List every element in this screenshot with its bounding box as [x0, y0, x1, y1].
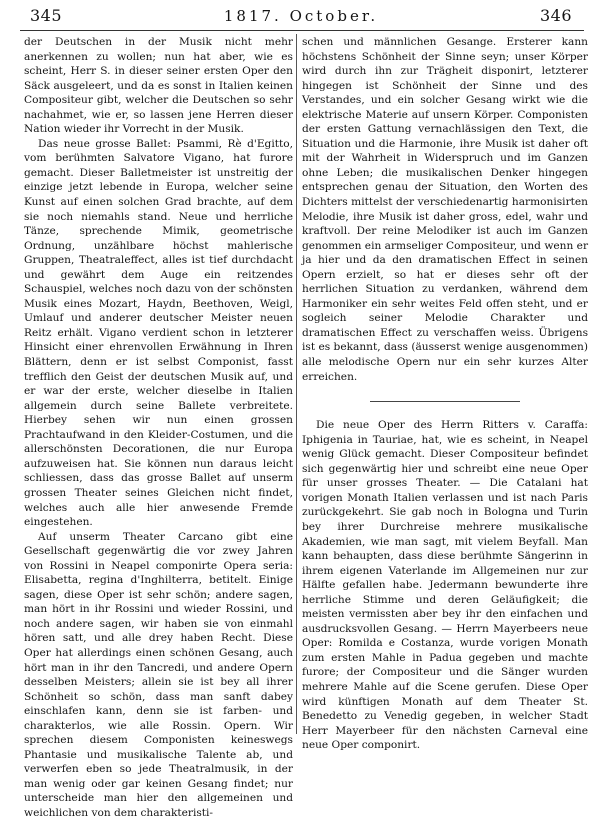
page-header	[14, 6, 588, 30]
paragraph-carcano: Auf unserm Theater Carcano gibt eine Gesellschaft gegenwärtig die vor zwey Jahren von Rossini in Neapel componirte Opera seria: Elisabetta, regina d'Inghilterra, betitelt. Einige sagen, diese Oper ist sehr schön; andere sagen, man hört in ihr Rossini und wieder Rossini, und noch andere sagen, wir haben sie von einmahl hören satt, und alle drey haben Recht. Diese Oper hat allerdings einen schönen Gesang, auch hört man in ihr den Tancredi, und andere Opern desselben Meisters; allein sie ist bey all ihrer Schönheit so schön, dass man sanft dabey einschlafen kann, denn sie ist farben- und charakterlos, wie alle Rossin. Opern. Wir sprechen diesem Componisten keineswegs Phantasie und musikalische Talente ab, und verwerfen eben so jede Theatralmusik, in der man wenig oder gar keinen Gesang findet; nur unterscheide man hier den allgemeinen und weichlichen von dem charakteristi-	[24, 530, 293, 819]
paragraph-caraffa: Die neue Oper des Herrn Ritters v. Caraffa: Iphigenia in Tauriae, hat, wie es scheint, in Neapel wenig Glück gemacht. Dieser Compositeur befindet sich gegenwärtig hier und schreibt eine neue Oper für unser grosses Theater. — Die Catalani hat vorigen Monath Italien verlassen und ist nach Paris zurückgekehrt. Sie gab noch in Bologna und Turin bey ihrer Durchreise mehrere musikalische Akademien, wie man sagt, mit vielem Beyfall. Man kann behaupten, dass diese berühmte Sängerinn in ihrem eigenen Vaterlande im Allgemeinen nur zur Hälfte gefallen habe. Jedermann bewunderte ihre herrliche Stimme und deren Geläufigkeit; die meisten vermissten aber bey ihr den einfachen und ausdrucksvollen Gesang. — Herrn Mayerbeers neue Oper: Romilda e Costanza, wurde vorigen Monath zum ersten Mahle in Padua gegeben und machte furore; der Compositeur und die Sänger wurden mehrere Mahle auf die Scene gerufen. Diese Oper wird künftigen Monath auf dem Theater St. Benedetto zu Venedig gegeben, in welcher Stadt Herr Mayerbeer für den nächsten Carneval eine neue Oper componirt.	[302, 419, 588, 752]
paragraph-ballet: Das neue grosse Ballet: Psammi, Rè d'Egitto, vom berühmten Salvatore Vigano, hat furore gemacht. Dieser Balletmeister ist unstreitig der einzige jetzt lebende in Europa, welcher seine Kunst auf einen solchen Grad brachte, auf dem sie noch niemahls stand. Neue und herrliche Tänze, sprechende Mimik, geometrische Ordnung, unzählbare höchst mahlerische Gruppen, Theatraleffect, alles ist tief durchdacht und gewährt dem Auge ein reitzendes Schauspiel, welches noch dazu von der schönsten Musik eines Mozart, Haydn, Beethoven, Weigl, Umlauf und anderer deutscher Meister neuen Reitz erhält. Vigano verdient schon in letzterer Hinsicht einer ehrenvollen Erwähnung in Ihren Blättern, denn er ist selbst Componist, fasst trefflich den Geist der deutschen Musik auf, und er war der erste, welcher dieselbe in Italien allgemein durch seine Ballete verbreitete. Hierbey sehen wir nun einen grossen Prachtaufwand in den Kleider-Costumen, und die allerschönsten Decorationen, die nur Europa aufzuweisen hat. Sie können nun daraus leicht schliessen, dass das grosse Ballet auf unserm grossen Theater seines Gleichen nicht findet, welches auch alle hier anwesende Fremde eingestehen.	[24, 137, 293, 529]
page-number-right: 346	[539, 6, 572, 25]
paragraph-continuation: der Deutschen in der Musik nicht mehr anerkennen zu wollen; nun hat aber, wie es scheint, Herr S. in dieser seiner ersten Oper den Säck ausgeleert, und da es sonst in Italien keinen Compositeur gibt, welcher die Deutschen so sehr nachahmet, wie er, so lassen jene Herren dieser Nation wieder ihr Vorrecht in der Musik.	[24, 36, 293, 136]
header-rule	[20, 30, 584, 31]
page-number-left: 345	[30, 6, 63, 25]
column-divider	[296, 34, 297, 734]
right-column	[302, 35, 588, 753]
paragraph-gesang: schen und männlichen Gesange. Ersterer kann höchstens Schönheit der Sinne seyn; unser Körper wird durch ihn zur Trägheit disponirt, letzterer hingegen ist Schönheit der Sinne und des Verstandes, und ein solcher Gesang wirkt wie die elektrische Materie auf unsern Körper. Componisten der ersten Gattung vernachlässigen den Text, die Situation und die Harmonie, ihre Musik ist daher oft mit der Wahrheit in Widerspruch und im Ganzen ohne Leben; die musikalischen Denker hingegen entsprechen genau der Situation, den Worten des Dichters mittelst der verschiedenartig harmonisirten Melodie, ihre Musik ist daher gross, edel, wahr und kraftvoll. Der reine Melodiker ist auch im Ganzen genommen ein armseliger Compositeur, und wenn er ja hier und da den dramatischen Effect in seinen Opern erzielt, so hat er dieses sehr oft der herrlichen Situation zu verdanken, während dem Harmoniker ein sehr weites Feld offen steht, und er sogleich seiner Melodie Charakter und dramatischen Effect zu verschaffen weiss. Übrigens ist es bekannt, dass (äusserst wenige ausgenommen) alle melodische Opern nur ein sehr kurzes Alter erreichen.	[302, 36, 589, 383]
left-column	[24, 35, 293, 821]
running-title: 1817. October.	[223, 7, 379, 25]
section-separator	[370, 401, 520, 402]
